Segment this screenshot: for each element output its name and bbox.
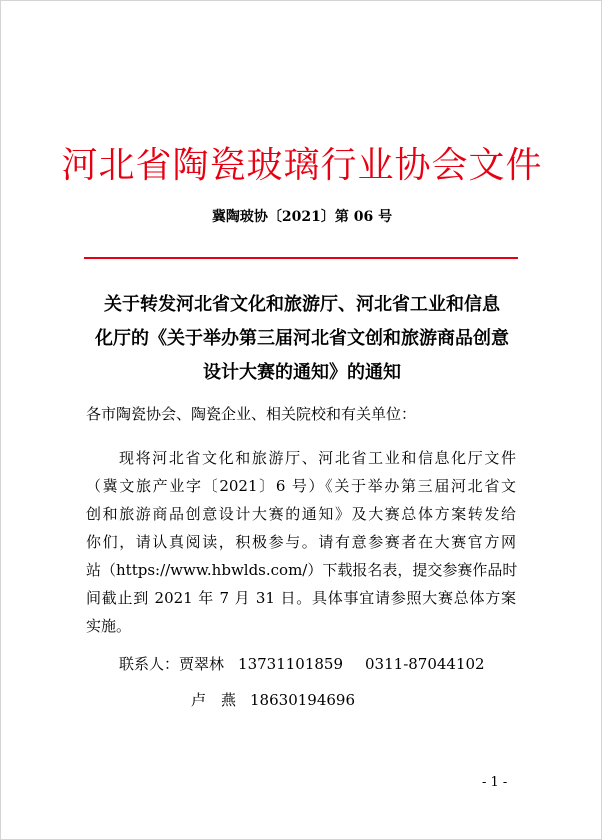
notice-title-line-2: 化厅的《关于举办第三届河北省文创和旅游商品创意	[95, 328, 509, 349]
salutation: 各市陶瓷协会、陶瓷企业、相关院校和有关单位：	[86, 405, 417, 423]
body-paragraph-line: 现将河北省文化和旅游厅、河北省工业和信息化厅文件	[119, 449, 516, 467]
body-paragraph-line: 间截止到 2021 年 7 月 31 日。具体事宜请参照大赛总体方案	[86, 589, 516, 607]
red-divider-line	[84, 257, 518, 259]
contact-mobile: 13731101859	[238, 655, 344, 673]
body-paragraph-line: 你们，请认真阅读，积极参与。请有意参赛者在大赛官方网	[86, 533, 516, 551]
contact-name: 贾翠林	[179, 655, 225, 673]
document-number: 冀陶玻协〔2021〕第 06 号	[211, 209, 393, 225]
contact-phone: 0311-87044102	[365, 655, 485, 673]
contact-line-2	[191, 689, 355, 711]
body-paragraph-line: 站（https://www.hbwlds.com/）下载报名表，提交参赛作品时	[86, 561, 518, 579]
body-paragraph-line: （冀文旅产业字〔2021〕6 号）《关于举办第三届河北省文	[86, 477, 516, 495]
page-number: - 1 -	[482, 775, 508, 790]
contact-name: 卢 燕	[191, 691, 237, 709]
body-paragraph-line: 创和旅游商品创意设计大赛的通知》及大赛总体方案转发给	[86, 505, 516, 523]
org-header-title: 河北省陶瓷玻璃行业协会文件	[61, 145, 543, 186]
body-paragraph-line: 实施。	[86, 617, 132, 635]
notice-title-line-1: 关于转发河北省文化和旅游厅、河北省工业和信息	[104, 294, 500, 315]
notice-title-line-3: 设计大赛的通知》的通知	[203, 362, 401, 383]
contact-label: 联系人：	[119, 655, 180, 673]
contact-mobile: 18630194696	[250, 691, 355, 709]
contact-line-1	[119, 653, 485, 675]
